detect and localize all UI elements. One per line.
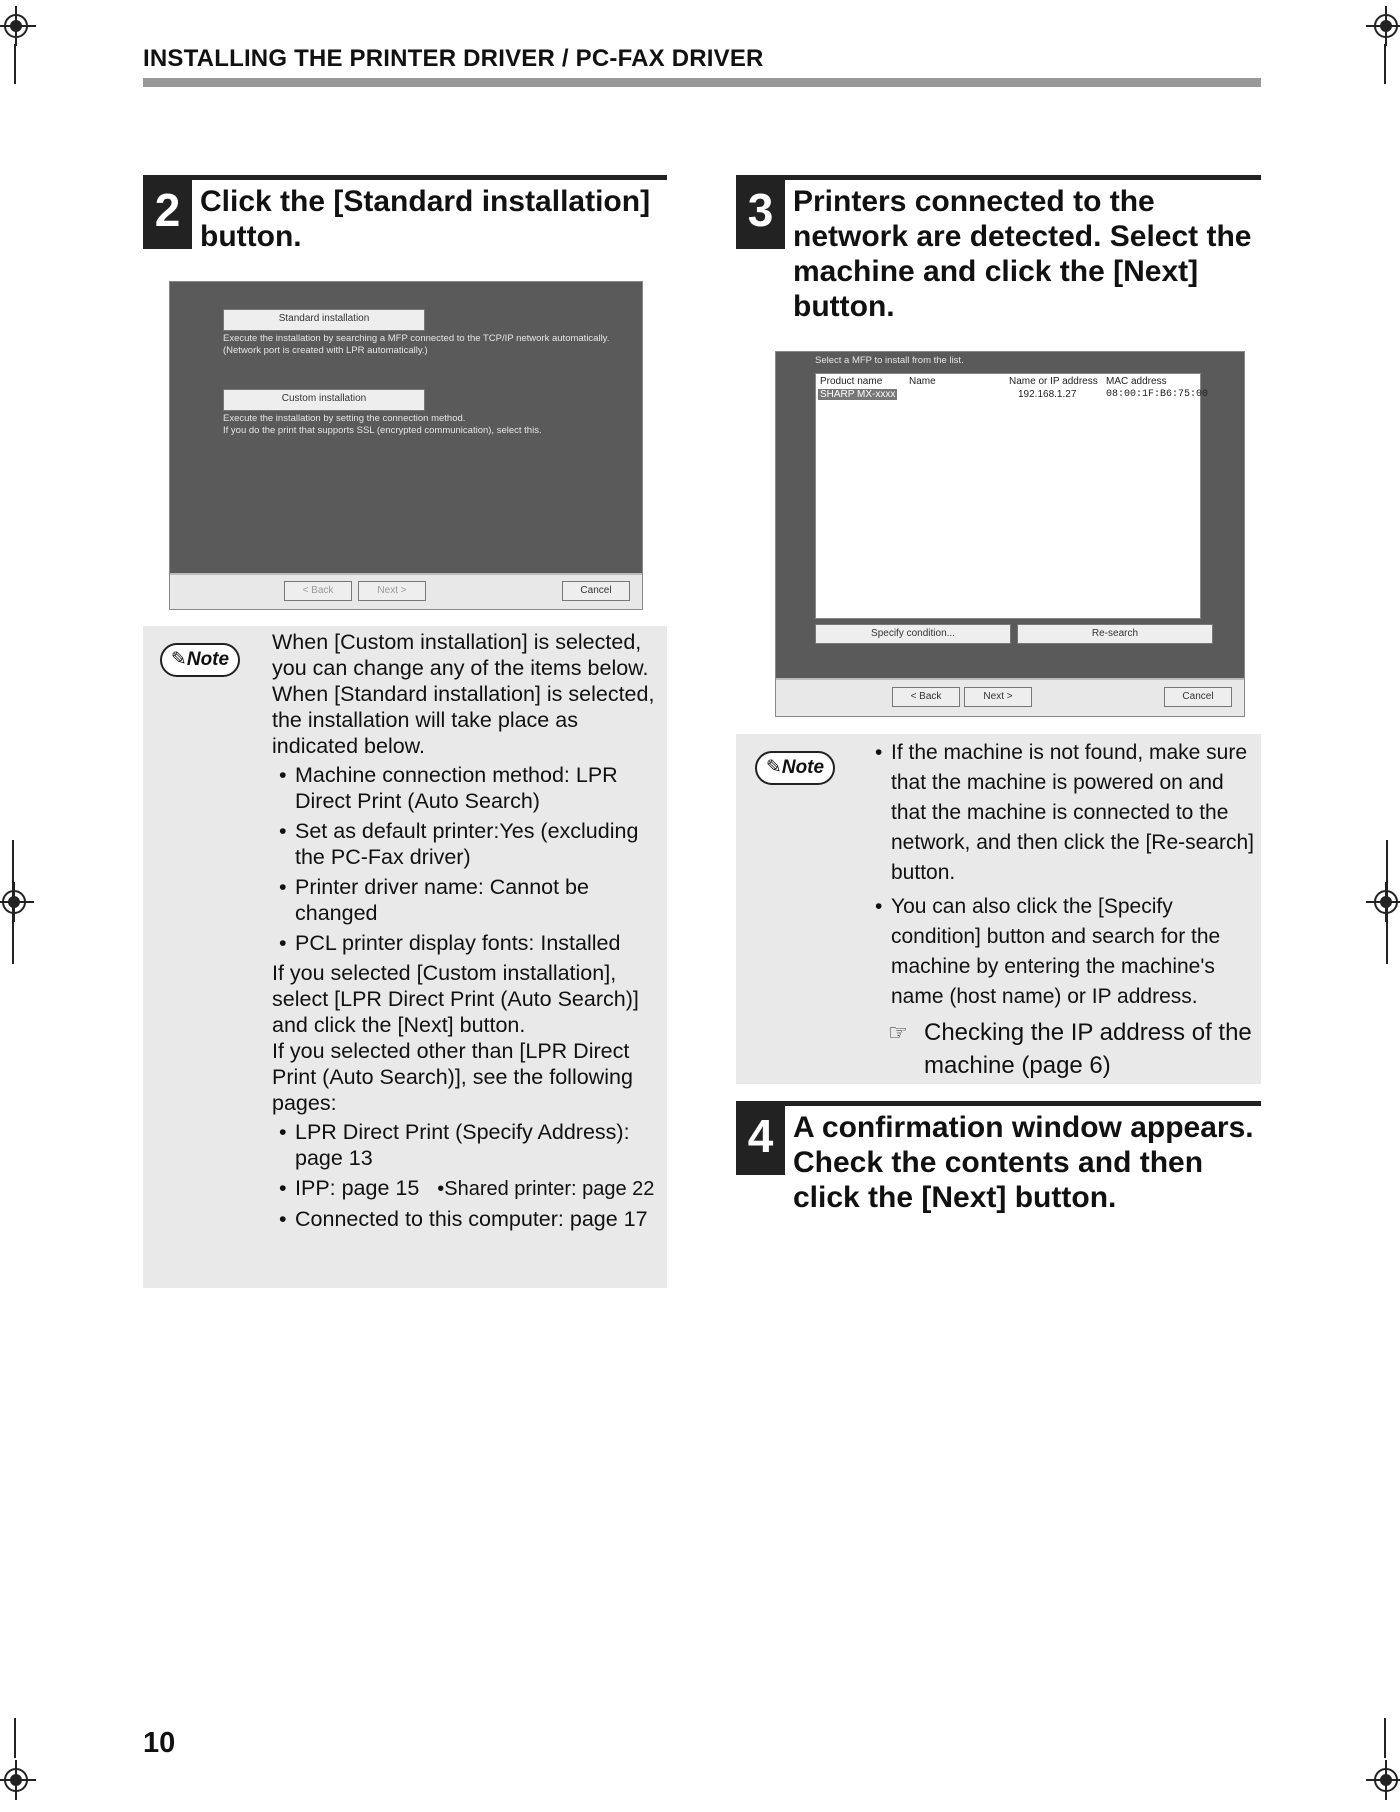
search-prompt: Select a MFP to install from the list. <box>815 355 964 366</box>
step-title-line: click the [Next] button. <box>793 1181 1117 1214</box>
step-title-line: button. <box>793 290 895 323</box>
column-header[interactable]: Product name <box>820 376 883 387</box>
note-badge: ✎Note <box>755 751 835 785</box>
step-number: 3 <box>736 180 785 249</box>
standard-installation-desc: (Network port is created with LPR automatically.) <box>223 345 428 356</box>
dialog-button-bar <box>776 678 1244 716</box>
step-3-note <box>736 734 1261 1084</box>
column-header[interactable]: MAC address <box>1106 376 1167 387</box>
standard-installation-button[interactable]: Standard installation <box>223 309 425 331</box>
step-title <box>793 184 1252 324</box>
note-paragraph: If you selected other than [LPR Direct Print (Auto Search)], see the following pages: <box>272 1039 633 1115</box>
note-list <box>868 738 1256 1012</box>
step-title-line: Check the contents and then <box>793 1146 1204 1179</box>
step-title <box>793 1110 1254 1215</box>
registration-mark-top-right <box>1366 6 1400 46</box>
page-number: 10 <box>143 1727 176 1759</box>
column-header[interactable]: Name or IP address <box>1009 376 1098 387</box>
crop-line <box>14 44 16 84</box>
list-item: • Machine connection method: LPR Direct Print (Auto Search) <box>272 762 662 814</box>
back-button[interactable]: < Back <box>892 687 960 707</box>
crop-line <box>1384 1718 1386 1758</box>
crop-line <box>1384 44 1386 84</box>
dialog-button-bar <box>170 573 642 609</box>
step-title-line: button. <box>200 220 302 253</box>
re-search-button[interactable]: Re-search <box>1017 624 1213 644</box>
printer-list <box>815 373 1209 619</box>
next-button[interactable]: Next > <box>358 581 426 601</box>
list-item: • PCL printer display fonts: Installed <box>272 930 662 956</box>
header-rule <box>143 78 1261 87</box>
cancel-button[interactable]: Cancel <box>562 581 630 601</box>
registration-mark-bottom-right <box>1366 1760 1400 1800</box>
step-title-line: Printers connected to the <box>793 185 1155 218</box>
step-title-line: Click the [Standard installation] <box>200 185 651 218</box>
list-item <box>272 1175 662 1202</box>
printer-search-screenshot <box>775 351 1245 717</box>
step-2-heading <box>143 175 667 260</box>
step-title-line: A confirmation window appears. <box>793 1111 1254 1144</box>
note-body <box>272 629 662 1236</box>
product-cell: SHARP MX-xxxx <box>820 389 896 400</box>
list-item: • Set as default printer:Yes (excluding the PC-Fax driver) <box>272 818 662 870</box>
reference-text: Checking the IP address of the machine (page 6) <box>924 1019 1252 1079</box>
step-4-heading <box>736 1101 1261 1226</box>
registration-mark-top-left <box>0 6 36 46</box>
table-row[interactable] <box>816 388 1209 402</box>
registration-mark-bottom-left <box>0 1760 36 1800</box>
installer-window-screenshot <box>169 281 643 610</box>
page-ref-shared: •Shared printer: page 22 <box>437 1178 655 1200</box>
note-badge: ✎Note <box>160 643 240 677</box>
page-ref-ipp: IPP: page 15 <box>295 1176 420 1200</box>
step-number: 2 <box>143 180 192 249</box>
next-button[interactable]: Next > <box>964 687 1032 707</box>
crop-line <box>1386 840 1388 964</box>
specify-condition-button[interactable]: Specify condition... <box>815 624 1011 644</box>
note-body <box>868 738 1256 1082</box>
ip-cell: 192.168.1.27 <box>1018 389 1077 400</box>
note-list <box>272 762 662 956</box>
mac-cell: 08:00:1F:B6:75:00 <box>1106 389 1209 400</box>
step-3-heading <box>736 175 1261 330</box>
step-title-line: network are detected. Select the <box>793 220 1252 253</box>
step-number: 4 <box>736 1106 785 1175</box>
back-button[interactable]: < Back <box>284 581 352 601</box>
custom-installation-button[interactable]: Custom installation <box>223 389 425 411</box>
column-header[interactable]: Name <box>909 376 936 387</box>
step-title <box>200 184 650 254</box>
note-paragraph: If you selected [Custom installation], select [LPR Direct Print (Auto Search)] and click the [Next] button. <box>272 961 639 1037</box>
list-item: • Connected to this computer: page 17 <box>272 1206 662 1232</box>
standard-installation-desc: Execute the installation by searching a MFP connected to the TCP/IP network automatically. <box>223 333 610 344</box>
note-intro: When [Custom installation] is selected, you can change any of the items below. When [Standard installation] is selected, the installation will take place as indicated below. <box>272 630 655 758</box>
running-head: INSTALLING THE PRINTER DRIVER / PC-FAX DRIVER <box>143 45 764 72</box>
crop-line <box>12 840 14 964</box>
crop-line <box>14 1718 16 1758</box>
list-item: • LPR Direct Print (Specify Address): page 13 <box>272 1119 662 1171</box>
pointing-hand-icon: ☞ <box>888 1020 908 1045</box>
custom-installation-desc: If you do the print that supports SSL (encrypted communication), select this. <box>223 425 542 436</box>
step-2-note <box>143 626 667 1288</box>
list-item: • Printer driver name: Cannot be changed <box>272 874 662 926</box>
step-title-line: machine and click the [Next] <box>793 255 1199 288</box>
cross-reference[interactable] <box>888 1016 1256 1082</box>
custom-installation-desc: Execute the installation by setting the connection method. <box>223 413 466 424</box>
cancel-button[interactable]: Cancel <box>1164 687 1232 707</box>
list-item: • You can also click the [Specify condition] button and search for the machine by entering the machine's name (host name) or IP address. <box>868 892 1256 1012</box>
registration-mark-mid-right <box>1366 882 1400 922</box>
list-item: • If the machine is not found, make sure that the machine is powered on and that the machine is connected to the network, and then click the [Re-search] button. <box>868 738 1256 888</box>
page-ref-list <box>272 1119 662 1232</box>
registration-mark-mid-left <box>0 882 34 922</box>
